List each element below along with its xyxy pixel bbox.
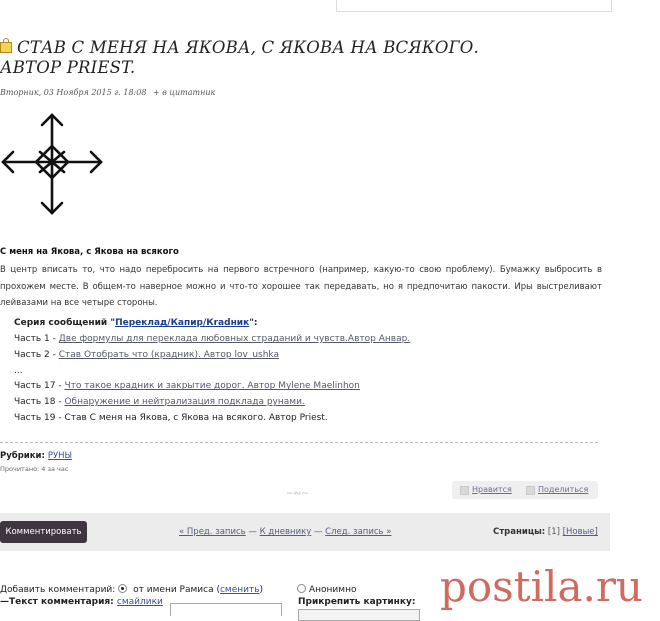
comment-button[interactable]: Комментировать (0, 521, 87, 543)
new-comments-link[interactable]: [Новые] (562, 527, 598, 537)
post-nav-links: « Пред. запись — К дневнику — След. запись » (179, 527, 392, 537)
rubric-link[interactable]: РУНЫ (47, 451, 73, 461)
smileys-link[interactable]: смайлики (116, 597, 163, 607)
author-radio[interactable] (118, 584, 127, 593)
series-part-link[interactable]: Обнаружение и нейтрализация подклада рунами. (64, 397, 305, 408)
divider (0, 442, 598, 443)
plus-icon (460, 486, 469, 495)
postila-watermark (438, 553, 660, 615)
anonymous-radio[interactable] (297, 584, 306, 593)
post-title-text: СТАВ С МЕНЯ НА ЯКОВА, С ЯКОВА НА ВСЯКОГО. АВТОР PRIEST. (0, 38, 479, 77)
prev-post-link[interactable]: « Пред. запись (179, 527, 246, 537)
comment-author-row: Добавить комментарий: от имени Рамиса (сменить) (0, 585, 264, 595)
series-heading: Серия сообщений "Переклад/Капир/Кradник": (14, 318, 258, 328)
rubrics: Рубрики: РУНЫ (0, 451, 73, 461)
post-dateline (0, 88, 215, 97)
series-part-link[interactable]: Став Отобрать что (крадник). Автор lov_ushka (58, 349, 279, 360)
post-navigation-bar (0, 513, 610, 551)
top-sidebar-box (336, 0, 612, 12)
series-row: Часть 17 - Что такое крадник и закрытие дорог. Автор Mylene Maelinhon (14, 381, 360, 392)
file-input[interactable] (298, 609, 420, 621)
watermark-text: postila.ru (440, 562, 643, 611)
series-row: ... (14, 365, 23, 376)
post-body (0, 247, 602, 312)
next-post-link[interactable]: След. запись » (325, 527, 392, 537)
add-to-quotes-link[interactable]: + в цитатник (152, 88, 216, 97)
series-part-link[interactable]: Две формулы для переклада любовных страданий и чувств.Автор Анвар. (58, 334, 411, 344)
like-link[interactable]: Нравится (472, 485, 512, 494)
post-date: Вторник, 03 Ноября 2015 г. 18:08 (0, 88, 147, 97)
comment-textarea[interactable] (170, 603, 282, 616)
series-row: Часть 18 - Обнаружение и нейтрализация подклада рунами. (14, 397, 305, 408)
post-paragraph: В центр вписать то, что надо перебросить на первого встречного (например, какую-то свою проблему). Бумажку выбросить в прохожем месте. В общем-то наверное можно и что-то хорошее так передавать, но я предпочитаю пакости. Иры выстреливают лейвазами на все четыре стороны. (0, 265, 602, 308)
comment-text-label: —Текст комментария: смайлики (0, 597, 163, 607)
series-block (14, 318, 410, 427)
series-row: Часть 19 - Став С меня на Якова, с Якова на всякого. Автор Priest. (14, 412, 328, 423)
share-icon (526, 486, 535, 495)
ornament-divider: ~∾~ (286, 489, 309, 499)
post-subheading: С меня на Якова, с Якова на всякого (0, 247, 179, 257)
share-link[interactable]: Поделиться (538, 485, 589, 494)
change-author-link[interactable]: сменить (219, 585, 260, 595)
anonymous-option: Анонимно (294, 584, 356, 595)
pagination: Страницы: [1] [Новые] (493, 527, 598, 537)
read-counter: Прочитано: 4 за час (0, 465, 69, 473)
series-part-link[interactable]: Что такое крадник и закрытие дорог. Автор Mylene Maelinhon (64, 381, 360, 392)
series-row: Часть 2 - Став Отобрать что (крадник). Автор lov_ushka (14, 349, 279, 360)
series-link[interactable]: Переклад/Капир/Кradник (115, 318, 250, 328)
to-diary-link[interactable]: К дневнику (259, 527, 312, 537)
lock-icon (0, 42, 12, 53)
attach-image-label: Прикрепить картинку: (298, 597, 416, 607)
post-title (0, 38, 540, 78)
share-block (452, 481, 598, 499)
series-row: Часть 1 - Две формулы для переклада любовных страданий и чувств.Автор Анвар. (14, 334, 411, 344)
rune-stave-image (0, 110, 110, 220)
